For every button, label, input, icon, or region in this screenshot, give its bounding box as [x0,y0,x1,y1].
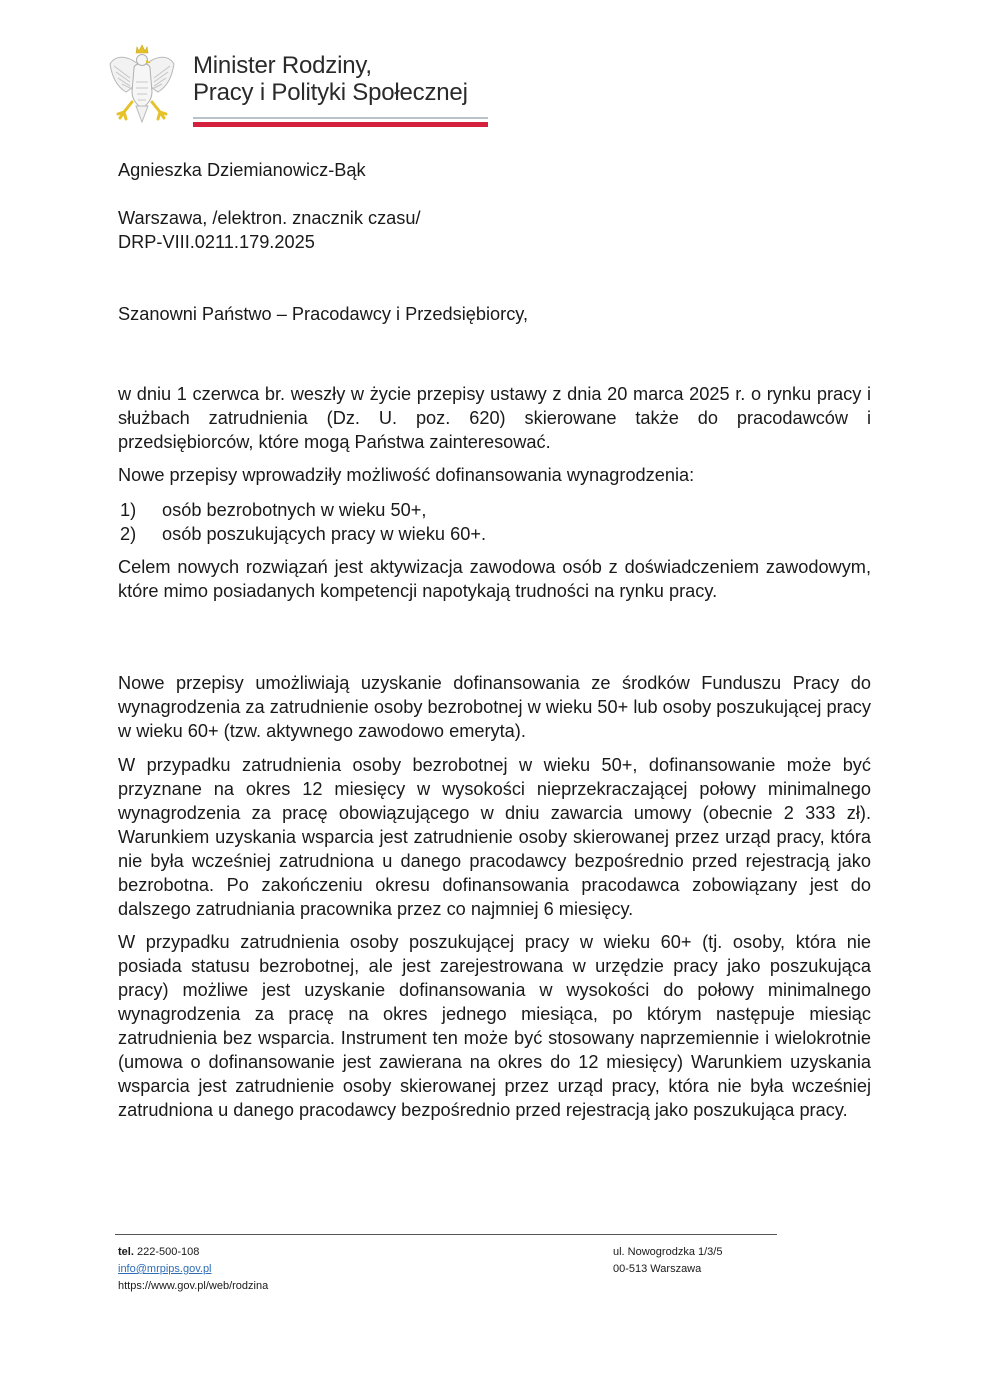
list-item-number: 2) [120,524,137,544]
paragraph-4: Nowe przepisy umożliwiają uzyskanie dofinansowania ze środków Funduszu Pracy do wynagrodzenia za zatrudnienie osoby bezrobotnej w wieku 50+ lub osoby poszukującej pracy w wieku 60+ (tzw. aktywnego zawodowo emeryta). [118,673,871,741]
address-city: 00-513 Warszawa [613,1263,702,1275]
logo-divider-red [193,122,488,127]
eligibility-list [118,498,871,546]
paragraph-1: w dniu 1 czerwca br. weszły w życie przepisy ustawy z dnia 20 marca 2025 r. o rynku pracy i służbach zatrudnienia (Dz. U. poz. 620) skierowane także do pracodawców i przedsiębiorców, które mogą Państwa zainteresować. [118,384,871,452]
list-item-text: osób bezrobotnych w wieku 50+, [162,500,427,520]
list-item [118,522,871,546]
paragraph-2: Nowe przepisy wprowadziły możliwość dofinansowania wynagrodzenia: [118,465,695,485]
list-item-number: 1) [120,500,137,520]
email-link[interactable]: info@mrpips.gov.pl [118,1263,212,1275]
footer-divider [115,1234,777,1235]
paragraph-3: Celem nowych rozwiązań jest aktywizacja zawodowa osób z doświadczeniem zawodowym, które mimo posiadanych kompetencji napotykają trudności na rynku pracy. [118,557,871,601]
list-item-text: osób poszukujących pracy w wieku 60+. [162,524,487,544]
footer-contact [118,1244,268,1295]
paragraph-6: W przypadku zatrudnienia osoby poszukującej pracy w wieku 60+ (tj. osoby, która nie posiada statusu bezrobotnej, ale jest zarejestrowana w urzędzie pracy jako poszukująca pracy) możliwe jest uzyskanie dofinansowania w wysokości do połowy minimalnego wynagrodzenia za pracę na okres jednego miesiąca, po którym następuje miesiąc zatrudnienia bez wsparcia. Instrument ten może być stosowany naprzemiennie i wielokrotnie (umowa o dofinansowanie jest zawierana na okres do 12 miesięcy) Warunkiem uzyskania wsparcia jest zatrudnienie osoby skierowanej przez urząd pracy, która nie była wcześniej zatrudniona u danego pracodawcy bezpośrednio przed rejestracją jako poszukująca pracy. [118,932,871,1120]
ministry-name [193,52,468,106]
salutation: Szanowni Państwo – Pracodawcy i Przedsiębiorcy, [118,304,529,324]
phone-number: 222-500-108 [136,1246,200,1258]
logo-divider-grey [193,117,488,119]
ministry-logo [108,42,498,132]
list-item [118,498,871,522]
ministry-name-line2: Pracy i Polityki Społecznej [193,79,468,106]
address-street: ul. Nowogrodzka 1/3/5 [613,1246,723,1258]
footer-phone [118,1244,268,1261]
place-date: Warszawa, /elektron. znacznik czasu/ [118,208,421,228]
reference-number: DRP-VIII.0211.179.2025 [118,232,315,252]
website-url: https://www.gov.pl/web/rodzina [118,1280,269,1292]
ministry-name-line1: Minister Rodziny, [193,52,372,79]
phone-label: tel. [118,1246,134,1258]
paragraph-5: W przypadku zatrudnienia osoby bezrobotnej w wieku 50+, dofinansowanie może być przyznane na okres 12 miesięcy w wysokości nieprzekraczającej połowy minimalnego wynagrodzenia za pracę obowiązującego w dniu zawarcia umowy (obecnie 2 333 zł). Warunkiem uzyskania wsparcia jest zatrudnienie osoby skierowanej przez urząd pracy, która nie była wcześniej zatrudniona u danego pracodawcy bezpośrednio przed rejestracją jako bezrobotna. Po zakończeniu okresu dofinansowania pracodawca zobowiązany jest do dalszego zatrudniania pracownika przez co najmniej 6 miesięcy. [118,755,871,919]
footer-address [613,1244,722,1278]
sender-name: Agnieszka Dziemianowicz-Bąk [118,160,366,180]
polish-eagle-emblem-icon [108,42,176,130]
